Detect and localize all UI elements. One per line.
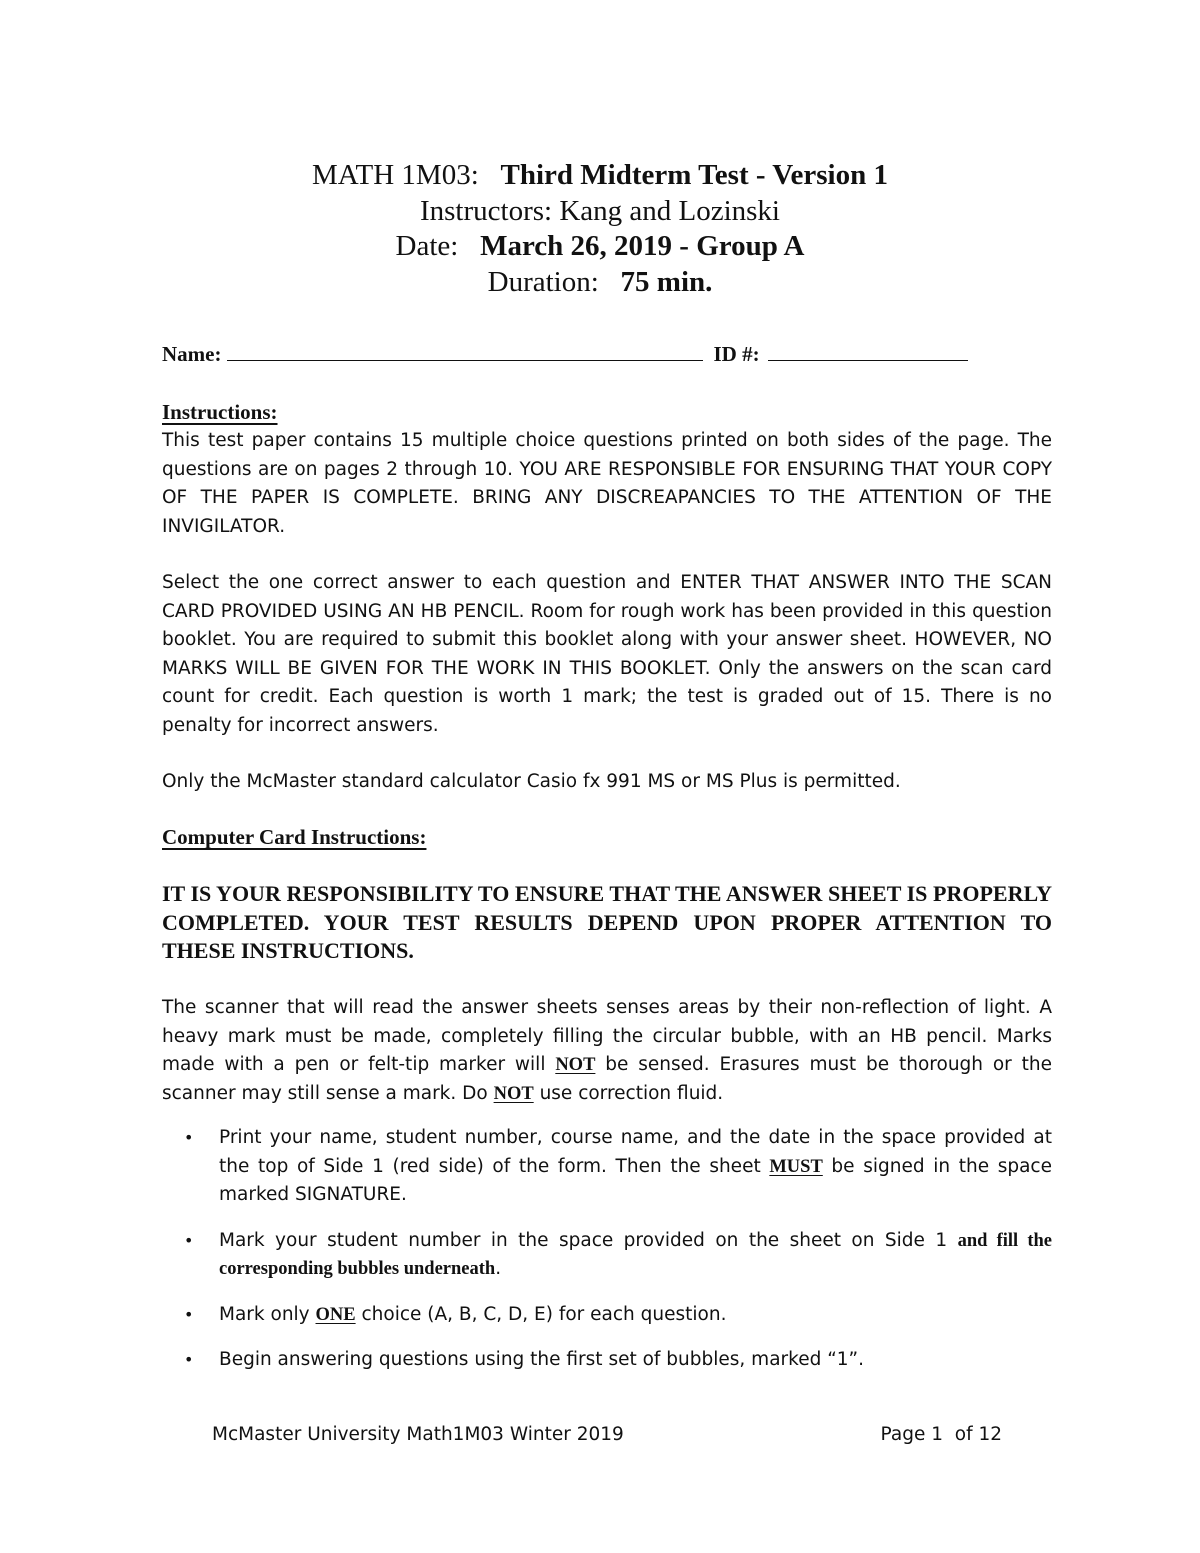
duration-value: 75 min. xyxy=(620,265,713,298)
not-emphasis-1: NOT xyxy=(555,1055,596,1075)
instructions-paragraph-3: Only the McMaster standard calculator Casio fx 991 MS or MS Plus is permitted. xyxy=(162,771,901,792)
not-emphasis-2: NOT xyxy=(493,1083,534,1104)
course-code: MATH 1M03: xyxy=(311,159,479,191)
header-duration-line xyxy=(0,265,1200,301)
card-instructions-heading: Computer Card Instructions: xyxy=(162,825,427,849)
name-label: Name: xyxy=(162,342,222,366)
page-number: Page 1 of 12 xyxy=(880,1424,1002,1445)
list-item: • Print your name, student number, course name, and the date in the space provided at the top of Side 1 (red side) of the form. Then the sheet MUST be signed in the space marked SIGNATURE. xyxy=(162,1124,1052,1210)
id-label: ID #: xyxy=(713,342,760,366)
exam-header xyxy=(0,158,1200,300)
one-emphasis: ONE xyxy=(315,1304,356,1325)
date-label: Date: xyxy=(395,230,459,262)
must-emphasis: MUST xyxy=(769,1156,823,1177)
header-title-line xyxy=(0,158,1200,194)
test-title: Third Midterm Test - Version 1 xyxy=(500,159,888,191)
name-blank[interactable] xyxy=(227,340,703,361)
bullet-icon: • xyxy=(184,1350,194,1369)
bullet-icon: • xyxy=(184,1304,194,1324)
fill-bubbles-emphasis: and fill the corresponding bubbles underneath xyxy=(219,1230,1052,1279)
bullet-icon: • xyxy=(184,1230,194,1250)
header-date-line xyxy=(0,229,1200,265)
card-bullet-list xyxy=(162,1124,1052,1375)
responsibility-warning: IT IS YOUR RESPONSIBILITY TO ENSURE THAT THE ANSWER SHEET IS PROPERLY COMPLETED. YOUR TEST RESULTS DEPEND UPON PROPER ATTENTION TO THESE INSTRUCTIONS. xyxy=(162,881,1052,963)
list-item: • Mark only ONE choice (A, B, C, D, E) for each question. xyxy=(162,1301,1052,1330)
bullet-icon: • xyxy=(184,1128,194,1147)
duration-label: Duration: xyxy=(487,265,599,298)
page-footer xyxy=(212,1424,1002,1445)
instructions-paragraph-2: Select the one correct answer to each question and ENTER THAT ANSWER INTO THE SCAN CARD PROVIDED USING AN HB PENCIL. Room for rough work has been provided in this question booklet. You are required to submit this booklet along with your answer sheet. HOWEVER, NO MARKS WILL BE GIVEN FOR THE WORK IN THIS BOOKLET. Only the answers on the scan card count for credit. Each question is worth 1 mark; the test is graded out of 15. There is no penalty for incorrect answers. xyxy=(162,572,1052,736)
footer-course: McMaster University Math1M03 Winter 2019 xyxy=(212,1424,624,1445)
list-item: • Mark your student number in the space provided on the sheet on Side 1 and fill the corresponding bubbles underneath. xyxy=(162,1227,1052,1284)
list-item: • Begin answering questions using the first set of bubbles, marked “1”. xyxy=(162,1346,1052,1375)
header-instructors: Instructors: Kang and Lozinski xyxy=(419,194,780,227)
id-blank[interactable] xyxy=(768,340,968,361)
date-value: March 26, 2019 - Group A xyxy=(480,230,805,262)
student-fields xyxy=(162,340,1012,367)
instructions-paragraph-1: This test paper contains 15 multiple choice questions printed on both sides of the page. The questions are on pages 2 through 10. YOU ARE RESPONSIBLE FOR ENSURING THAT YOUR COPY OF THE PAPER IS COMPLETE. BRING ANY DISCREAPANCIES TO THE ATTENTION OF THE INVIGILATOR. xyxy=(162,430,1052,537)
scanner-paragraph: The scanner that will read the answer sheets senses areas by their non-reflection of light. A heavy mark must be made, completely filling the circular bubble, with an HB pencil. Marks made with a pen or felt-tip marker will NOT be sensed. Erasures must be thorough or the scanner may still sense a mark. Do NOT use correction fluid. xyxy=(162,997,1052,1104)
instructions-heading: Instructions: xyxy=(162,400,278,424)
